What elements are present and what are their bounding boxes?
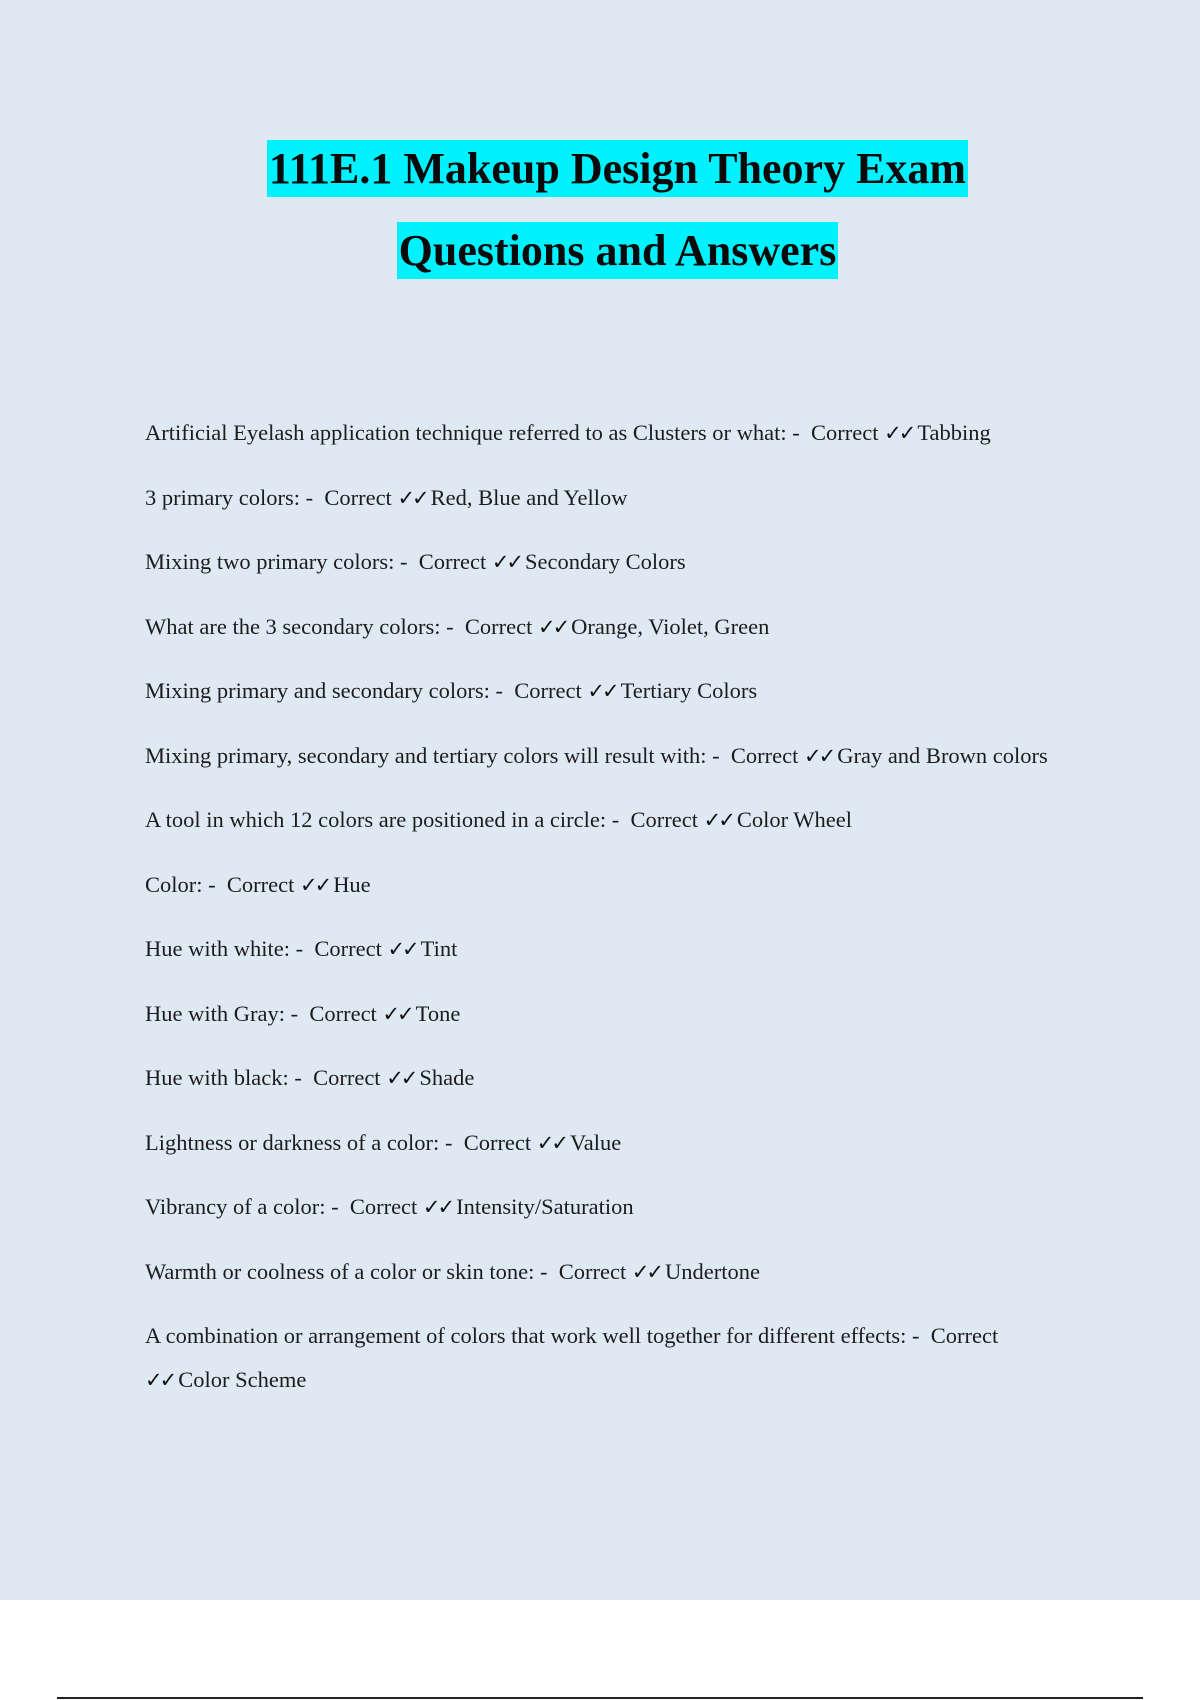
qa-item <box>145 1185 1070 1229</box>
separator: - <box>325 1194 350 1219</box>
question-text: Mixing primary and secondary colors: <box>145 678 490 703</box>
question-text: Mixing two primary colors: <box>145 549 395 574</box>
correct-label: Correct <box>514 678 582 703</box>
correct-label: Correct <box>324 484 392 510</box>
question-text: Artificial Eyelash application technique referred to as Clusters or what: <box>145 420 787 445</box>
answer-text: Gray and Brown colors <box>837 742 1048 768</box>
qa-item <box>145 1121 1070 1165</box>
double-check-icon: ✓✓ <box>386 1066 416 1090</box>
correct-label: Correct <box>349 1194 418 1219</box>
qa-item <box>145 863 1070 907</box>
answer-text: Tertiary Colors <box>620 678 758 703</box>
answer-text: Red, Blue and Yellow <box>430 484 628 510</box>
double-check-icon: ✓✓ <box>491 550 522 574</box>
qa-item <box>145 540 1070 584</box>
question-text: Hue with white: <box>145 936 290 961</box>
correct-label: Correct <box>226 871 295 897</box>
footer-divider <box>57 1697 1143 1699</box>
separator: - <box>288 1065 314 1090</box>
correct-label: Correct <box>313 1065 381 1090</box>
separator: - <box>706 742 731 768</box>
answer-text: Color Scheme <box>178 1367 307 1392</box>
question-text: Hue with black: <box>145 1065 289 1090</box>
qa-item <box>145 1250 1070 1294</box>
correct-label: Correct <box>730 742 799 768</box>
correct-label: Correct <box>309 1000 377 1026</box>
answer-text: Secondary Colors <box>525 549 686 574</box>
question-text: Hue with Gray: <box>145 1000 285 1026</box>
question-text: A combination or arrangement of colors that work well together for different effects: <box>145 1323 907 1348</box>
question-text: Lightness or darkness of a color: <box>145 1129 440 1155</box>
title-line-1: 111E.1 Makeup Design Theory Exam <box>267 140 968 197</box>
double-check-icon: ✓✓ <box>299 872 330 897</box>
double-check-icon: ✓✓ <box>382 1001 412 1026</box>
qa-item <box>145 1056 1070 1100</box>
separator: - <box>906 1323 931 1348</box>
double-check-icon: ✓✓ <box>537 614 568 639</box>
qa-item <box>145 669 1070 713</box>
double-check-icon: ✓✓ <box>631 1259 662 1284</box>
double-check-icon: ✓✓ <box>397 485 427 510</box>
double-check-icon: ✓✓ <box>145 1368 175 1392</box>
correct-label: Correct <box>464 613 533 639</box>
correct-label: Correct <box>630 807 698 832</box>
correct-label: Correct <box>930 1323 999 1348</box>
title-line-2: Questions and Answers <box>397 222 839 279</box>
question-text: Mixing primary, secondary and tertiary colors will result with: <box>145 742 707 768</box>
answer-text: Hue <box>333 871 371 897</box>
separator: - <box>606 807 631 832</box>
question-text: Color: <box>145 871 203 897</box>
double-check-icon: ✓✓ <box>587 679 617 703</box>
answer-text: Orange, Violet, Green <box>571 613 770 639</box>
double-check-icon: ✓✓ <box>804 743 834 768</box>
separator: - <box>534 1258 559 1284</box>
qa-item <box>145 734 1070 778</box>
question-text: A tool in which 12 colors are positioned in a circle: <box>145 807 607 832</box>
separator: - <box>394 549 419 574</box>
separator: - <box>299 484 325 510</box>
qa-item <box>145 605 1070 649</box>
answer-text: Color Wheel <box>736 807 852 832</box>
qa-item <box>145 411 1070 455</box>
separator: - <box>289 936 315 961</box>
answer-text: Intensity/Saturation <box>456 1194 634 1219</box>
answer-text: Undertone <box>665 1258 760 1284</box>
qa-list <box>145 411 1070 1423</box>
answer-text: Shade <box>419 1065 475 1090</box>
correct-label: Correct <box>558 1258 627 1284</box>
question-text: What are the 3 secondary colors: <box>145 613 441 639</box>
question-text: 3 primary colors: <box>145 484 300 510</box>
answer-text: Tabbing <box>917 420 991 445</box>
document-title <box>0 140 1200 279</box>
qa-item <box>145 798 1070 842</box>
double-check-icon: ✓✓ <box>422 1195 453 1219</box>
correct-label: Correct <box>811 420 879 445</box>
qa-item <box>145 992 1070 1036</box>
correct-label: Correct <box>418 549 487 574</box>
double-check-icon: ✓✓ <box>884 421 914 445</box>
separator: - <box>284 1000 310 1026</box>
question-text: Warmth or coolness of a color or skin tone: <box>145 1258 535 1284</box>
qa-item <box>145 476 1070 520</box>
answer-text: Value <box>569 1129 622 1155</box>
answer-text: Tint <box>420 936 458 961</box>
separator: - <box>202 871 227 897</box>
double-check-icon: ✓✓ <box>703 808 733 832</box>
question-text: Vibrancy of a color: <box>145 1194 326 1219</box>
qa-item <box>145 1314 1070 1402</box>
correct-label: Correct <box>314 936 382 961</box>
qa-item <box>145 927 1070 971</box>
separator: - <box>786 420 812 445</box>
separator: - <box>439 1129 464 1155</box>
double-check-icon: ✓✓ <box>387 937 417 961</box>
correct-label: Correct <box>463 1129 532 1155</box>
answer-text: Tone <box>415 1000 461 1026</box>
double-check-icon: ✓✓ <box>536 1130 566 1155</box>
separator: - <box>440 613 465 639</box>
separator: - <box>489 678 515 703</box>
